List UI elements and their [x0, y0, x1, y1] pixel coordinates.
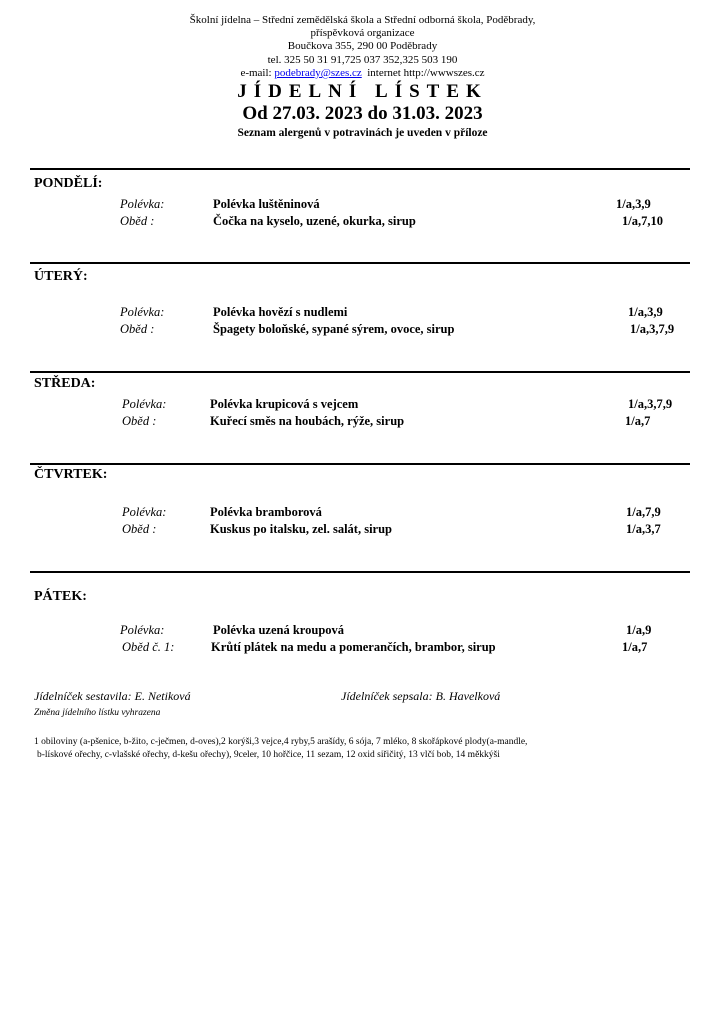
- allergen-codes: 1/a,7: [625, 414, 651, 428]
- phone: tel. 325 50 31 91,725 037 352,325 503 190: [267, 53, 458, 66]
- menu-row: [0, 522, 725, 539]
- allergen-codes: 1/a,3,9: [628, 305, 663, 319]
- section-divider: [30, 463, 690, 465]
- item-label: Oběd :: [122, 522, 157, 536]
- allergen-codes: 1/a,3,9: [616, 197, 651, 211]
- menu-row: [0, 623, 725, 640]
- item-label: Oběd :: [120, 322, 155, 336]
- menu-row: [0, 414, 725, 431]
- menu-row: [0, 397, 725, 414]
- section-divider: [30, 571, 690, 573]
- day-heading-monday: PONDĚLÍ:: [34, 176, 103, 191]
- item-label: Oběd :: [122, 414, 157, 428]
- item-label: Oběd č. 1:: [122, 640, 175, 654]
- item-label: Oběd :: [120, 214, 155, 228]
- section-divider: [30, 168, 690, 170]
- dish-name: Kuřecí směs na houbách, rýže, sirup: [210, 414, 405, 428]
- dish-name: Polévka uzená kroupová: [213, 623, 345, 637]
- section-divider: [30, 262, 690, 264]
- page-title: JÍDELNÍ LÍSTEK: [237, 81, 488, 103]
- address: Boučkova 355, 290 00 Poděbrady: [287, 40, 438, 53]
- item-label: Polévka:: [122, 397, 167, 411]
- day-heading-tuesday: ÚTERÝ:: [34, 269, 88, 284]
- written-by: Jídelníček sepsala: B. Havelková: [341, 689, 501, 703]
- internet-address: internet http://wwwszes.cz: [367, 66, 485, 79]
- menu-row: [0, 322, 725, 339]
- document-header: [0, 14, 725, 140]
- menu-row: [0, 197, 725, 214]
- date-range: Od 27.03. 2023 do 31.03. 2023: [242, 103, 483, 125]
- dish-name: Čočka na kyselo, uzené, okurka, sirup: [213, 214, 416, 228]
- dish-name: Polévka luštěninová: [213, 197, 320, 211]
- item-label: Polévka:: [120, 305, 165, 319]
- section-divider: [30, 371, 690, 373]
- item-label: Polévka:: [122, 505, 167, 519]
- organization-type: příspěvková organizace: [310, 27, 415, 40]
- allergen-codes: 1/a,3,7,9: [628, 397, 673, 411]
- contact-line: [0, 67, 725, 80]
- item-label: Polévka:: [120, 197, 165, 211]
- email-link[interactable]: podebrady@szes.cz: [274, 66, 362, 79]
- dish-name: Polévka bramborová: [210, 505, 322, 519]
- compiled-by: Jídelníček sestavila: E. Netiková: [34, 689, 191, 703]
- menu-row: [0, 305, 725, 322]
- dish-name: Špagety boloňské, sypané sýrem, ovoce, sirup: [213, 322, 455, 336]
- change-note: Změna jídelního lístku vyhrazena: [34, 708, 161, 718]
- day-heading-thursday: ČTVRTEK:: [34, 467, 108, 482]
- allergen-legend: [34, 736, 694, 762]
- dish-name: Polévka hovězí s nudlemi: [213, 305, 348, 319]
- school-name: Školní jídelna – Střední zemědělská škola a Střední odborná škola, Poděbrady,: [189, 14, 536, 26]
- allergen-codes: 1/a,3,7,9: [630, 322, 675, 336]
- email-prefix: e-mail:: [240, 66, 275, 79]
- allergen-codes: 1/a,7: [622, 640, 648, 654]
- dish-name: Krůtí plátek na medu a pomerančích, brambor, sirup: [211, 640, 496, 654]
- allergen-codes: 1/a,3,7: [626, 522, 661, 536]
- allergen-codes: 1/a,9: [626, 623, 652, 637]
- menu-row: [0, 505, 725, 522]
- menu-row: [0, 214, 725, 231]
- menu-row: [0, 640, 725, 657]
- allergen-codes: 1/a,7,10: [622, 214, 663, 228]
- allergen-note: Seznam alergenů v potravinách je uveden v příloze: [237, 127, 488, 140]
- dish-name: Kuskus po italsku, zel. salát, sirup: [210, 522, 392, 536]
- legend-line: b-lískové ořechy, c-vlašské ořechy, d-kešu ořechy), 9celer, 10 hořčice, 11 sezam, 12 oxid siřičitý, 13 vlčí bob, 14 měkkýši: [37, 750, 500, 760]
- dish-name: Polévka krupicová s vejcem: [210, 397, 359, 411]
- day-heading-wednesday: STŘEDA:: [34, 376, 96, 391]
- allergen-codes: 1/a,7,9: [626, 505, 661, 519]
- item-label: Polévka:: [120, 623, 165, 637]
- day-heading-friday: PÁTEK:: [34, 589, 87, 604]
- legend-line: 1 obiloviny (a-pšenice, b-žito, c-ječmen, d-oves),2 korýši,3 vejce,4 ryby,5 arašídy, 6 sója, 7 mléko, 8 skořápkové plody(a-mandle,: [34, 737, 528, 747]
